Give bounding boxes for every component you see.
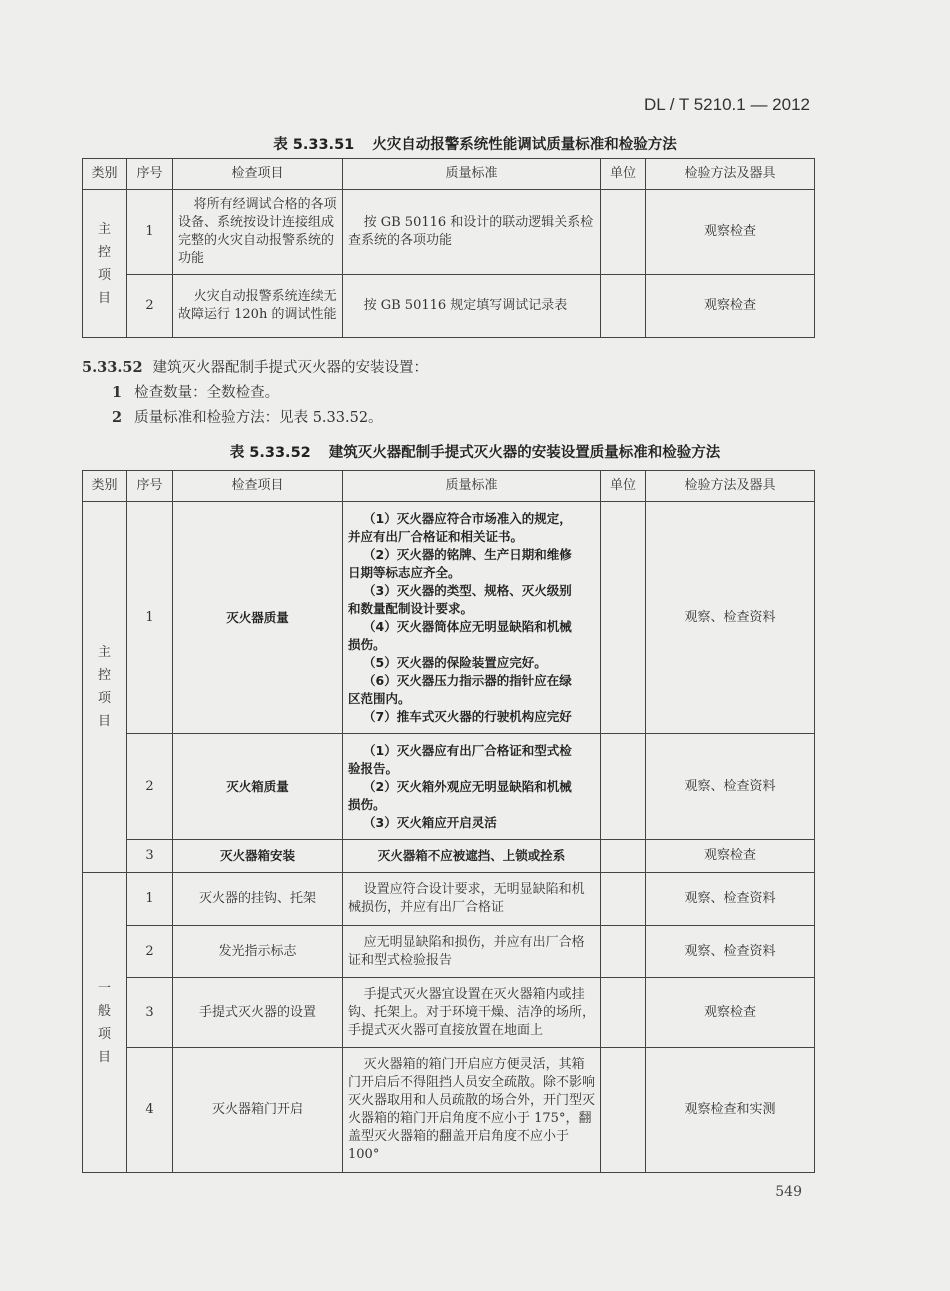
table-row [83,190,815,275]
row-number: 1 [127,873,173,926]
clause-5-33-52 [82,356,428,377]
check-item: 发光指示标志 [173,926,343,978]
unit [601,190,646,275]
inspection-method: 观察、检查资料 [646,734,815,840]
table1-caption [0,133,950,154]
quality-standard: （1）灭火器应符合市场准入的规定， 并应有出厂合格证和相关证书。 （2）灭火器的铭牌、生产日期和维修 日期等标志应齐全。 （3）灭火器的类型、规格、灭火级别 和数量配制设计要求。 （4）灭火器筒体应无明显缺陷和机械 损伤。 （5）灭火器的保险装置应完好。 （6）灭火器压力指示器的指针应在绿 区范围内。 （7）推车式灭火器的行驶机构应完好 [343,502,601,734]
col-header-category: 类别 [83,159,127,190]
check-item: 灭火箱质量 [173,734,343,840]
category-general: 一 般 项 目 [83,873,127,1173]
quality-standard: 应无明显缺陷和损伤，并应有出厂合格证和型式检验报告 [343,926,601,978]
row-number: 2 [127,275,173,338]
col-header-number: 序号 [127,471,173,502]
clause-number: 5.33.52 [82,359,143,376]
col-header-number: 序号 [127,159,173,190]
table-row [83,840,815,873]
table2-caption-number: 表 5.33.52 [229,445,311,461]
quality-standard: （1）灭火器应有出厂合格证和型式检 验报告。 （2）灭火箱外观应无明显缺陷和机械 损伤。 （3）灭火箱应开启灵活 [343,734,601,840]
col-header-unit: 单位 [601,159,646,190]
unit [601,734,646,840]
row-number: 4 [127,1048,173,1173]
check-item: 灭火器质量 [173,502,343,734]
col-header-method: 检验方法及器具 [646,471,815,502]
table-row [83,926,815,978]
table-5-33-51 [82,158,815,338]
unit [601,978,646,1048]
table-row [83,978,815,1048]
clause-text: 建筑灭火器配制手提式灭火器的安装设置： [152,360,429,376]
col-header-standard: 质量标准 [343,159,601,190]
inspection-method: 观察检查 [646,840,815,873]
table1-caption-number: 表 5.33.51 [273,137,355,153]
inspection-method: 观察检查和实测 [646,1048,815,1173]
col-header-category: 类别 [83,471,127,502]
check-item: 灭火器箱安装 [173,840,343,873]
table-row [83,734,815,840]
row-number: 2 [127,734,173,840]
clause-item: 2 质量标准和检验方法：见表 5.33.52。 [112,409,383,426]
table2-header-row [83,471,815,502]
quality-standard: 手提式灭火器宜设置在灭火器箱内或挂钩、托架上。对于环境干燥、洁净的场所，手提式灭火器可直接放置在地面上 [343,978,601,1048]
table-row [83,873,815,926]
col-header-standard: 质量标准 [343,471,601,502]
check-item: 火灾自动报警系统连续无故障运行 120h 的调试性能 [173,275,343,338]
quality-standard: 设置应符合设计要求，无明显缺陷和机械损伤，并应有出厂合格证 [343,873,601,926]
unit [601,275,646,338]
quality-standard: 灭火器箱的箱门开启应方便灵活，其箱门开启后不得阻挡人员安全疏散。除不影响灭火器取用和人员疏散的场合外，开门型灭火器箱的箱门开启角度不应小于 175°，翻盖型灭火器箱的翻盖开启角度不应小于 100° [343,1048,601,1173]
inspection-method: 观察、检查资料 [646,502,815,734]
category-main: 主 控 项 目 [83,502,127,873]
unit [601,1048,646,1173]
inspection-method: 观察、检查资料 [646,873,815,926]
col-header-item: 检查项目 [173,471,343,502]
category-main: 主 控 项 目 [83,190,127,338]
row-number: 2 [127,926,173,978]
row-number: 1 [127,190,173,275]
table-row [83,1048,815,1173]
check-item: 灭火器箱门开启 [173,1048,343,1173]
check-item: 手提式灭火器的设置 [173,978,343,1048]
row-number: 1 [127,502,173,734]
inspection-method: 观察检查 [646,275,815,338]
col-header-method: 检验方法及器具 [646,159,815,190]
table2-caption-text: 建筑灭火器配制手提式灭火器的安装设置质量标准和检验方法 [328,445,721,461]
row-number: 3 [127,840,173,873]
unit [601,840,646,873]
table2-caption [0,441,950,462]
page-number: 549 [775,1184,802,1200]
standard-code: DL / T 5210.1 — 2012 [643,95,810,114]
col-header-unit: 单位 [601,471,646,502]
inspection-method: 观察检查 [646,190,815,275]
table1-header-row [83,159,815,190]
quality-standard: 灭火器箱不应被遮挡、上锁或拴系 [343,840,601,873]
unit [601,873,646,926]
table1-caption-text: 火灾自动报警系统性能调试质量标准和检验方法 [372,137,677,153]
table-row [83,275,815,338]
inspection-method: 观察检查 [646,978,815,1048]
quality-standard: 按 GB 50116 和设计的联动逻辑关系检查系统的各项功能 [343,190,601,275]
table-5-33-52 [82,470,815,1173]
row-number: 3 [127,978,173,1048]
unit [601,926,646,978]
clause-item: 1 检查数量：全数检查。 [112,384,280,401]
check-item: 灭火器的挂钩、托架 [173,873,343,926]
quality-standard: 按 GB 50116 规定填写调试记录表 [343,275,601,338]
check-item: 将所有经调试合格的各项设备、系统按设计连接组成完整的火灾自动报警系统的功能 [173,190,343,275]
table-row [83,502,815,734]
unit [601,502,646,734]
col-header-item: 检查项目 [173,159,343,190]
inspection-method: 观察、检查资料 [646,926,815,978]
